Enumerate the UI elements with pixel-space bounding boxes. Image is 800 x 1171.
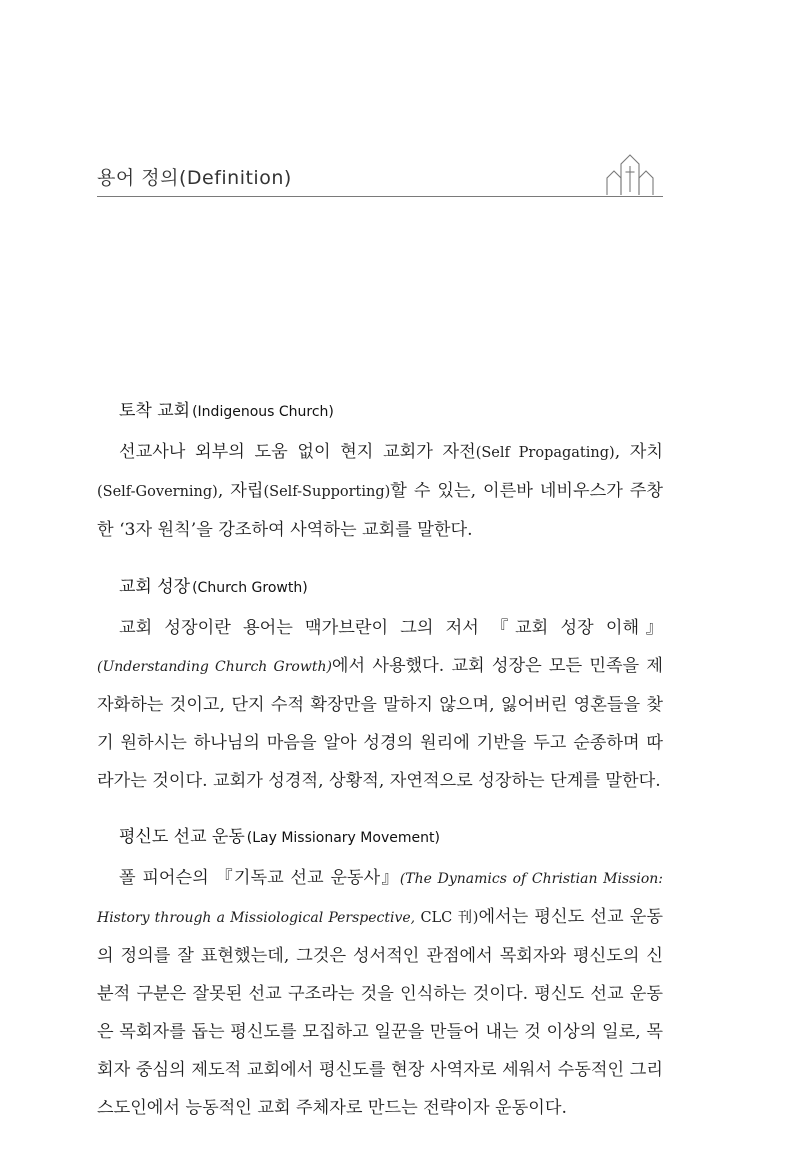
- running-header: [97, 163, 663, 197]
- definition-entry-lay-missionary-movement: [97, 824, 663, 1127]
- definition-text: [97, 433, 663, 549]
- definition-entry-indigenous-church: [97, 398, 663, 549]
- definition-text: [97, 859, 663, 1127]
- text-run: 에서는 평신도 선교 운동의 정의를 잘 표현했는데, 그것은 성서적인 관점에서 목회자와 평신도의 신분적 구분은 잘못된 선교 구조라는 것을 인식하는 것이다. 평신도 선교 운동은 목회자를 돕는 평신도를 모집하고 일꾼을 만들어 내는 것 이상의 일로, 목회자 중심의 제도적 교회에서 평신도를 현장 사역자로 세워서 수동적인 그리스도인에서 능동적인 교회 주체자로 만드는 전략이자 운동이다.: [97, 907, 663, 1118]
- text-run: , 자립: [217, 481, 264, 501]
- term-english: (Lay Missionary Movement): [246, 830, 440, 846]
- text-run: 에서 사용했다. 교회 성장은 모든 민족을 제자화하는 것이고, 단지 수적 확장만을 말하지 않으며, 잃어버린 영혼들을 찾기 원하시는 하나님의 마음을 알아 성경의 원리에 기반을 두고 순종하며 따라가는 것이다. 교회가 성경적, 상황적, 자연적으로 성장하는 단계를 말한다.: [97, 656, 663, 791]
- publisher-note: CLC 刊): [415, 910, 479, 926]
- latin-term: (Self-Governing): [97, 484, 218, 500]
- text-run: , 자치: [614, 442, 663, 462]
- section-title: 용어 정의(Definition): [97, 167, 292, 189]
- term-english: (Church Growth): [192, 580, 308, 596]
- latin-term: (Self-Supporting): [263, 484, 391, 500]
- term-heading: [119, 574, 663, 601]
- book-title-english: (The Dynamics of Christian Mission: History through a Missiological Perspective,: [97, 871, 663, 926]
- term-english: (Indigenous Church): [192, 404, 334, 420]
- definition-text: [97, 609, 663, 800]
- book-title-english: (Understanding Church Growth): [97, 659, 332, 675]
- text-run: 교회 성장이란 용어는 맥가브란이 그의 저서 『교회 성장 이해』: [119, 618, 663, 638]
- term-korean: 토착 교회: [119, 401, 191, 421]
- text-run: 폴 피어슨의 『기독교 선교 운동사』: [119, 868, 400, 888]
- latin-term: (Self Propagating): [475, 445, 615, 461]
- text-run: 할 수 있는, 이른바 네비우스가 주창한 ‘3자 원칙’을 강조하여 사역하는 교회를 말한다.: [97, 481, 663, 540]
- term-korean: 평신도 선교 운동: [119, 827, 245, 847]
- text-run: 선교사나 외부의 도움 없이 현지 교회가 자전: [119, 442, 476, 462]
- term-korean: 교회 성장: [119, 577, 191, 597]
- header-rule: [97, 196, 663, 197]
- term-heading: [119, 398, 663, 425]
- definition-entry-church-growth: [97, 574, 663, 800]
- term-heading: [119, 824, 663, 851]
- church-icon: [605, 152, 655, 196]
